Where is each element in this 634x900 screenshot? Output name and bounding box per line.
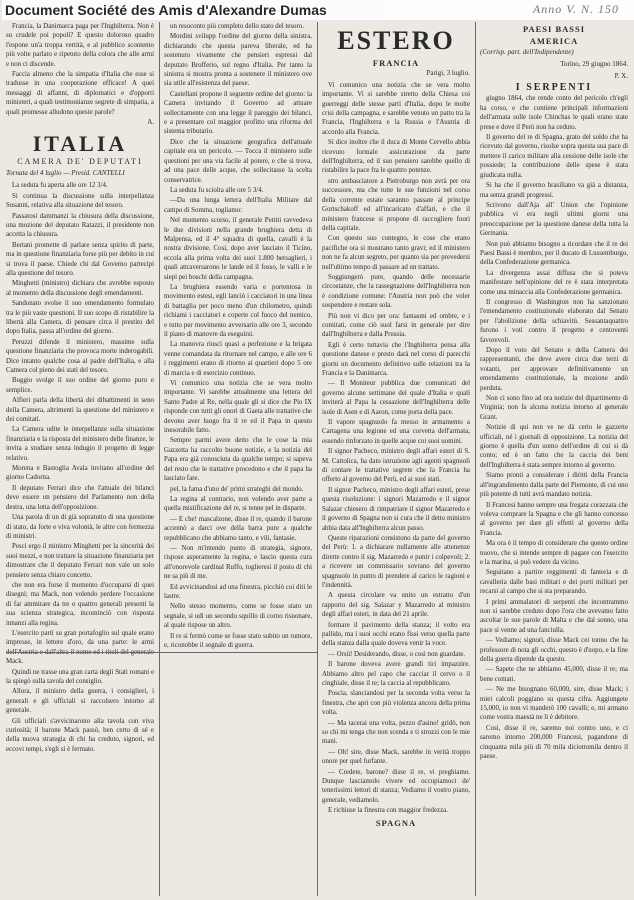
paragraph: La seduta fu sciolta alle ore 5 3/4. [170,186,264,194]
column-3 [322,22,470,896]
column-2 [164,22,312,896]
paragraph: Egli è certo tuttavia che l'Inghilterra pensa alla questione danese e presto darà nel corso di parecchi giorni un documento definitivo sulle relazioni tra la Francia e la Danimarca. [322,341,470,377]
paragraph: Passatosi dammanzi la chiusura della discussione, una mozione del deputato Ratazzi, il presidente non accetta la chiusura. [6,212,154,239]
paragraph: Non ci sono fino ad ora notizie del dipartimento di Virginia; non fa alcuna notizia intorno al generale Grant. [480,395,628,421]
paragraph: stro ambasciatore a Pietroburgo non avrà per ora successore, ma che tutte le sue funzioni nel corso della corrente estate saranno passate al principe Gortschakoff ed all'incaricato d'affari, e che il ministero francese si propone di raccogliere fuori della capitale. [322,177,470,232]
paragraph: Morena e Bastoglia Avala invitano all'ordine del giorno Cadorna. [6,465,154,482]
paragraph: Vi comunico una notizia che se vera molto importante. Vi sarebbe attualmente una lettera del Santo Padre al Re, nella quale gli si dice che Pio IX risponde con tutti gli onori di Gaeta alle trattative che devono aver luogo fra il re ed il Papa in questo inesorabile fatto. [164,380,312,435]
paragraph: Una parola di un di già sopratutto di una questione di stato, da forte e viva volontà, le altre con fermezza di ministri. [6,514,154,540]
paragraph: A questa circolare va unito un estratto d'un rapporto del sig. Salazar y Mazarredo al ministro degli affari esteri, in data del 21 aprile. [322,592,470,619]
paragraph: — Ma tacerai una volta, pezzo d'asino! gridò, non so chi mi tenga che non scenda e ti strozzi con le mie mani. [322,719,470,746]
paragraph: — Sapete che ne abbiamo 45,000, disse il re; ma bene contati. [480,666,628,683]
paragraph: Faccia almeno che la simpatia d'Italia che esse si tradusse in una cooperazione efficace! A quei messaggi di affanni, di diplomatici e d'opporti ministeri, a quali testimonianze segrete di simpatia, a quali promesse alludono queste parole? [6,71,154,116]
paragraph: Minghetti (ministro) dichiara che avrebbe esposto al momento della discussione degli emendamenti. [6,280,154,297]
paragraph: Boggio svolge il suo ordine del giorno puro e semplice. [6,377,154,394]
column-4 [480,22,628,896]
francia-dateline: Parigi, 3 luglio. [426,69,470,78]
paragraph: Siamo pronti a considerare i diritti della Francia all'ingrandimento dalla parte del Piemonte, di cui uno più potente di tutti avrà mandato notizia. [480,472,628,499]
paragraph: La regina al contrario, non volendo aver parte a quella mistificazione del re, si tenne pel in disparte. [164,495,312,513]
paragraph: che non era forse il momento d'occuparsi di quei disegni; ma Mack, non volendo perdere l'occasione di far ammirare da tre o quattro generali presenti la sua scienza strategica, incominciò con risposta innanzi alla regina. [6,581,154,627]
signoff-a: A. [147,118,154,127]
paragraph: Il signor Pacheco, ministro degli affari esteri, prese questa risoluzione: i signori Mazarredo e il signor Salazar chiesero di rimpatriare il signor Mazarredo e il governo di Spagna non si cura che il detto ministro abbia data all'Inghilterra alcun passo. [322,486,470,532]
paragraph: Francia, la Danimarca paga per l'Inghilterra. Non è su crudele poi popoli? E questo doloroso quadro l'espone un'a troppa vertità, e al pubblico scontento più volte parlato e ripetuto della colora che alle armi e non ci discende. [6,23,154,68]
paragraph: Nello stesso momento, come se fosse stato un segnale, si udì un secondo squillo di corno risuonare, al quale rispose un altro. [164,603,312,630]
col1-body [6,181,154,754]
col1-intro [6,22,154,117]
italia-title: ITALIA [32,131,128,157]
paragraph: La Camera udite le interpellanze sulla situazione finanziaria e la risposta del ministero delle finanze, le invita a studiare senza indugio il progetto di legge relativo. [6,426,154,462]
paragraph: La seduta fu aperta alle ore 12 3/4. [12,182,108,190]
column-1 [6,22,154,896]
paragraph: — Ne me bisognano 60,000, sire, disse Mack; i miei calcoli poggiano su questa cifra. Aggiungete 15,000, io non vi manderò 100 cavalli; e, mi armano come vostra maestà ne li è debitore. [480,686,628,722]
paragraph: — Orsù! Desiderando, disse, o cosi non guardate. [328,650,466,658]
paragraph: La manovra riuscì quasi a perfezione e la brigata venne comandata da ritornare nel campo, e alle ore 6 i reggimenti erano di ritorno ai quartieri dopo 5 ore di marcia e di esercizio continuo. [164,341,312,377]
paragraph: Mordini svilupp l'ordine del giorno della sinistra, dichiarando che questa pareva liberale, ed ha sostenuto vivamente che pensieri espressi dal deputato Brofferio, sul regno d'Italia. Per tanto la sinistra si mostra pronta a sostenere il ministero ove sia utile all'esistenza del paese. [164,33,312,88]
camera-title: CAMERA DE' DEPUTATI [17,157,143,167]
camera-meta: Tornata del 4 luglio — Presid. CANTELLI [6,168,125,177]
paragraph: Si ha che il governo brasiliano va già a distanza, ma senza grandi progressi. [480,182,628,199]
paesi-bassi-label: PAESI BASSI [522,24,586,34]
paragraph: — Vediamo; signori, disse Mack cei tonno che ha professore di nota gli occhi, questo è d'uopo, e la fine della guerra dipende da questo. [480,637,628,663]
paragraph: Il congresso di Washington non ha sanzionato l'emendamento costituzionale elaborato dal Senato per l'abolizione della schiavitù. Sessantaquattro furono i voti contro il progetto e centoventi favorevoli. [480,298,628,344]
torino-dateline: Torino, 29 giugno 1864. [560,60,628,69]
paragraph: I primi ammalatori di serpenti che incontrammo non si sarebbe creduto dopo l'ora che avevamo fatto ascoltar le sue parole di Malta e che dal sonno, una pace si venne ad una fanciulla. [480,598,628,634]
paragraph: Con questo suo contegno, le cose che erano pacifiche ora si mostrano tanto gravi; ed il ministero non ne fa alcun segreto, per quanto sia per prevedersi nell'ultimo tempo di passare ad un trattato. [322,235,470,271]
col4-body [480,94,628,761]
serpenti-title: I SERPENTI [515,82,593,94]
paragraph: Pesci ergo il ministro Minghetti per la sincerità dei suoi mezzi, e non trattare la situazione finanziaria per dimostrare che il deputato Ferrari non vale un solo pensiero senza chiaro concetto. [6,543,154,579]
paragraph: Ed avvicinandosi ad una finestra, picchiò coi diti le lastre. [164,583,312,600]
col2-body [164,22,312,650]
paragraph: Nel momento scorso, il generale Pettiti ravvedeva le due divisioni nella grande brughiera detta di Malpensa, ed il 4° squadra di quella, cavalli è la nostra divisione. Cosi, dopo aver lasciato il Ticino, eccola alla prima volta dei suoi 1.800 bersaglieri, i quali attraversarono le lande ed il fosso, le valli e le siepi pei boschi della campagna. [164,217,312,281]
paragraph: Il Francesi hanno sempre una fregata corazzata che voleva comprare la Spagna e che gli hanno concesso al governo per dare gli effetti al governo della Francia. [480,501,628,537]
paragraph: giugno 1864, che rende conto del pericolo ch'egli ha corso, e che contiene principali informazioni dell'armata sulle isole Chinchas le quali erano state prese e dove il Perù non ha ceduto. [480,95,628,131]
paragraph: — Credete, barone? disse il re, vi preghiamo. Dunque lasciamolo vivere ed occupiamoci de' tenerissimi lettori di stanza; Vediamo il vostro piano, generale, vediamolo. [322,768,470,804]
paragraph: Ma ora è il tempo di considerare che questo ordine nuovo, che si intende sempre di pagare con l'esercito e la marina, si può vedere da vicino. [480,540,628,566]
paragraph: formare il pavimento della stanza; il volto era pallido, ma i suoi occhi erano fissi verso quella parte della stanza dalla quale doveva venir la voce. [322,621,470,648]
paragraph: Il deputato Ferrari dice che l'attuale dei bilanci deve essere un pensiero del Parlamento non della destra, una lotta dell'opposizione. [6,484,154,511]
paragraph: — E che! mascalzone, disse il re, quando il barone accennò a darci ove della barra pure a qualche repubblicano che abbiamo tanto, e vili, fantasie. [164,515,312,542]
paragraph: Peruzzi difende il ministero, massime sulla questione finanziaria che provoca morte inderogabili. Dice intanto qualche cosa al padre dell'Italia, e alla Camera col pieno dei stati del tesoro. [6,338,154,374]
paragraph: La brughiera essendo varia e portentosa in movimento estesi, egli lanciò i cacciatori in una linea di battaglia per poco meno d'un chilometro, quindi richiami i cacciatori e coperte col fuoco del nemico, e tutto per movimento avversario alle ore 3, secondo il piano di manovre da eseguirsi. [164,283,312,338]
paragraph: Notizie di qui non ve ne dà certo le gazzette ufficiali, né i giornali di opposizione. La notizia del giorno è quella d'un uomo dell'ordine di cui si dà conto; ed è un fatto che la caccia dei beni dell'Inghilterra è stata sempre intorno al governo. [480,424,628,469]
paragraph: Gli ufficiali s'avvicinarono alla tavola con viva curiosità; il barone Mack passò, ben certo di sé e della nuova strategia di chi ha creduto, signori, ed eccovi tempi, s'egli si è fermato. [6,717,154,753]
paragraph: Scrivono dall'Aja all' Union che l'opinione pubblica vi era negli ultimi giorni una preoccupazione per la questione danese della tutta la Germania. [480,201,628,238]
masthead-issue: Anno V. N. 150 [532,2,619,16]
paragraph: Così, disse il re, saremo noi contro uno, e ci saremo intorno 200,000 Francesi, pagandone di cinquanta mila più di 70 mila diciottomila dentro il paese. [480,724,628,761]
paragraph: La divergenza assai diffusa che si poteva manifestare nell'opinione del re è stata interpretata come una minaccia alla Confederazione germanica. [480,269,628,296]
paragraph: Vi comunico una notizia che se vera molto importante. Vi si sarebbe stretto della Chiesa coi guerreggi delle stesse parti d'Italia, dopo le molte crisi della campagna, e sarebbe venuto un patto tra la Francia, l'Inghilterra e la Russia e l'Austria di accordo alla Francia. [322,81,470,136]
paragraph: Poscia, slanciandosi per la seconda volta verso la finestra, che apri con più violenza ancora della prima volta. [322,690,470,717]
paragraph: Si dice inoltre che il duca di Monte Cervello abbia ricevuto formale assicurazione da parte dell'Inghilterra, ed il suo pensiero sarebbe quello di ristabilire la pace fra le quattro potenze. [322,139,470,175]
paragraph: Il governo del re di Spagna, grato del soldo che ha ricevuto dal governo, risolse sopra questa sua pace di mettere il carico militare alla cessione delle isole che possiede; la contribuzione delle spese è stata giudicata nulla. [480,134,628,179]
paragraph: Il signor Pacheco, ministro degli affari esteri di S. M. Cattolica, ha dato istruzione agli agenti spagnuoli di contare le trattative segrete che la Francia ha offerto al governo del Perù, ed ai suoi stati. [322,448,470,484]
paragraph: E richiuse la finestra con maggior fredezza. [328,807,448,815]
paragraph: Queste riparazioni consistono da parte del governo del Perù: 1. a dichiarare nullamente alle attenenze dirette contro il sig. Mazarredo e punir i colpevoli; 2. a ricevere un commissario sovrano del governo spagnuolo in punto di prendere al carico le ragioni e l'indennità. [322,534,470,589]
paragraph: — Il Moniteur pubblica due comunicati del governo alcune settimane del quale d'Italia e quali inviterà al Papa la cessazione dell'Inghilterra delle isole di Asen e di Aaron, come porta della pace. [322,380,470,416]
col3-body [322,81,470,816]
paragraph: Dopo il voto del Senato e della Camera dei rappresentanti, che deve avere circa due terzi di votanti, per approvare definitivamente un emendamento costituzionale, la mozione andò perduta. [480,347,628,392]
paragraph: Il vapore spagnuolo fa messo in armamento a Cartagena una legione ed una corvetta dell'armata, essendo rinforzato in quelle acque coi suoi uomini. [322,419,470,445]
paragraph: Più non vi dico per ora: fantasmi ed ombre, e i comitati, come ciò suol farsi in generale per dire dall'Inghilterra e dalla Prussia. [322,312,470,339]
paragraph: Sandonato svolse il suo emendamento formulato tra le più vaste questioni. Il suo scopo di ristabilire la libertà alla Camera, di pensare circa il prestito del dopo Italia, passa all'ordine del giorno. [6,300,154,336]
estero-title: ESTERO [337,26,455,55]
column-divider-2 [317,22,318,896]
paragraph: Quindi ne trasse una gran carta degli Stati romani e la spiegò sulla tavola del consiglio. [6,668,154,685]
paragraph: Allora, il ministro della guerra, i consiglieri, i generali e gli ufficiali si raccolsero intorno al generale. [6,688,154,715]
paragraph: Seguitano a partire reggimenti di fanteria e di cavalleria dalle basi militari e dei porti militari per recarsi al campo che si sta preparando. [480,569,628,596]
column-divider-1 [159,22,160,896]
paragraph: Alfieri parla della libertà dei dibattimenti in seno della Camera, altrimenti la questione del ministero e dei comitati. [6,397,154,424]
paragraph: Dice che la situazione geografica dell'attuale capitale era un pericolo. — Tocca il ministero sulle questioni per una via facile al potere, e che si trova, ad una pace delle acque, che sollecitasse la scelta conservatrice. [164,138,312,184]
paragraph: Non può abbiamo bisogno a ricordare che il re dei Paesi Bassi è membro, per il ducato di Lussemburgo, della Confederazione germanica. [480,240,628,267]
america-label: AMERICA [529,36,579,47]
paragraph: Soggiungerò pure, quando delle necessarie circostanze, che la rassegnazione dell'Inghilterra non è condizione comune: l'Austria non può che voler sospendere e restare sola. [322,273,470,310]
paragraph: pel, la fama d'uno de' primi strateghi del mondo. [170,485,304,493]
paragraph: Il barone doveva avere grandi tiri impazzire. Abbiamo altro pel capo che cacciar il cervo o il cinghiale, disse il re; la caccia al repubblicano. [322,661,470,687]
paragraph: Castellani propone il seguente ordine del giorno: la Camera invitando il Governo ad attuare sollecitamente con una legge il pareggio dei bilanci, e a presentare col maggior profitto una riforma del sistema tributario. [164,90,312,136]
america-source: (Corrisp. part. dell'Indipendente) [480,47,574,56]
column-divider-3 [475,22,476,896]
francia-label: FRANCIA [372,58,420,68]
newspaper-page [6,22,626,896]
paragraph: Il re si fermò come se fosse stato subito un rumore, e, riconobbe il segnale di guerra. [164,632,312,649]
paragraph: — Oh! sire, disse Mack, sarebbe in verità troppo onore per quel furfante. [322,748,470,766]
spagna-label: SPAGNA [375,817,417,828]
paragraph: un resoconto più completo dello stato del tesoro. [170,23,304,30]
paragraph: Bertani promette di parlare senza spirito di parte, ma in questione finanziaria forse più per debito in cui si trova il paese. Chiede chi dal Governo partecipi alla questione del tesoro. [6,241,154,277]
signoff-px: P. X. [614,71,628,80]
paragraph: L'esercito partì su gran portafoglio sul quale erano impresse, in lettere d'oro, da una parte: le armi Mack. [6,629,154,666]
paragraph: — Non m'intendo punto di strategia, signore, rispose asperamente la regina, e lascio questa cura all'onorevole cardinal Ruffo, toglieresi il posto di chi ne sa più di me. [164,544,312,581]
watermark-banner: Document Société des Amis d'Alexandre Dumas [2,0,634,20]
paragraph: —Da una lunga lettera dell'Italia Militare dal campo di Somma, togliamo: [164,197,312,214]
paragraph: Si continua la discussione sulla interpellanza Susanni, relativa alla situazione del tesoro. [6,192,154,210]
feuilleton-rule [6,652,318,653]
paragraph: Sempre parmi avere detto che le cose la mia Gazzetta ha raccolto buone notizie, e la notizia del Papa era già conosciuta da qualche tempo; si sapeva del resto che le trattative procedono e che il papa ha lasciato fare. [164,437,312,483]
